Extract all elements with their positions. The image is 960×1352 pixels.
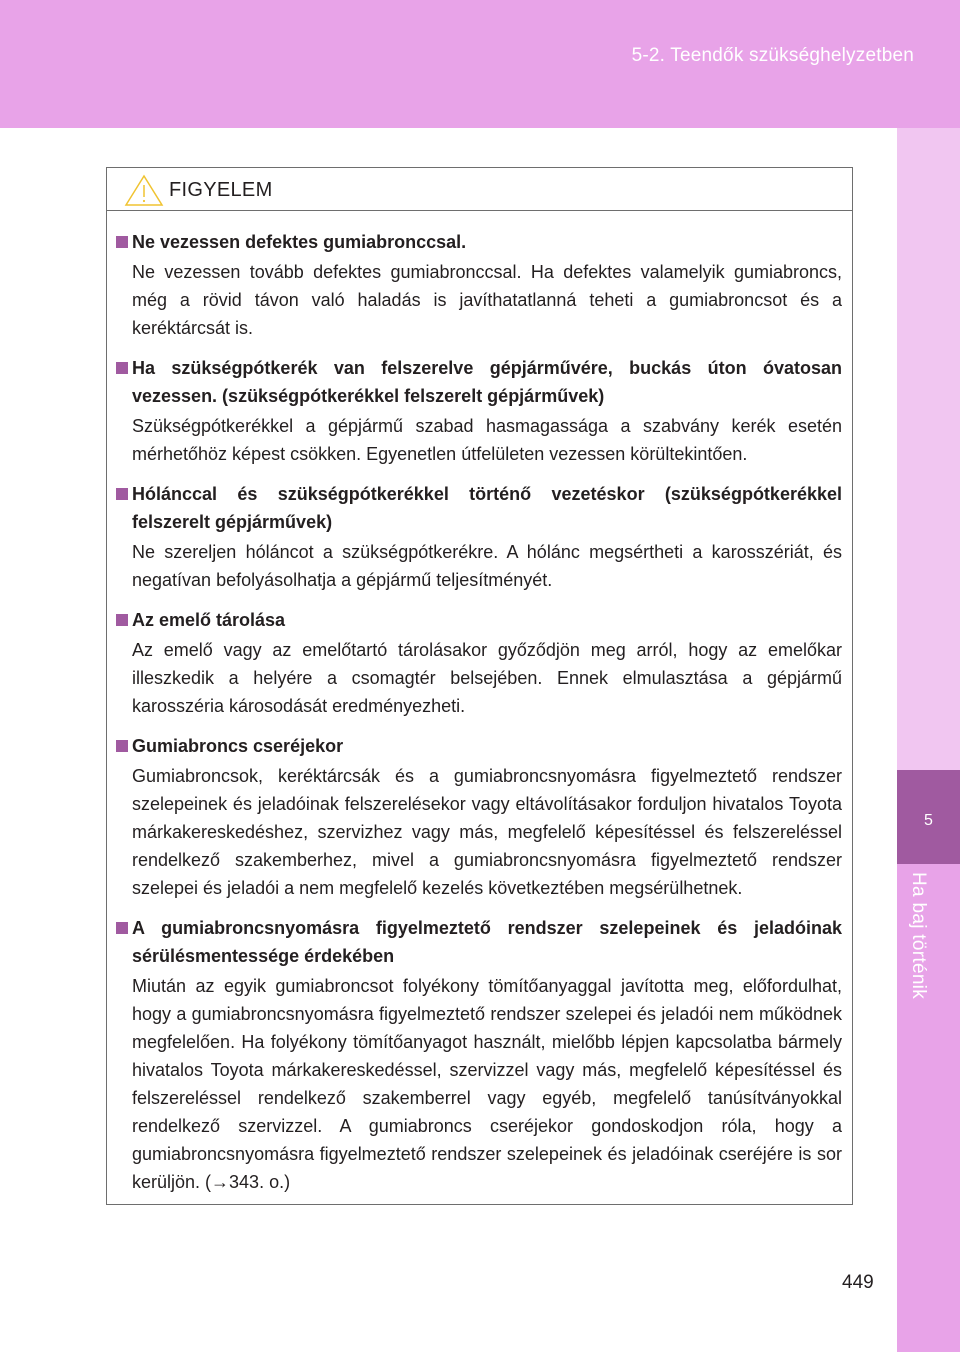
warning-item [116,354,842,468]
warning-body [107,211,852,1196]
section-title: 5-2. Teendők szükséghelyzetben [631,45,914,66]
warning-item-title: Az emelő tárolása [132,610,286,630]
chapter-number-tab[interactable]: 5 [897,770,960,864]
warning-item [116,606,842,720]
warning-item-heading [116,606,842,634]
warning-header [107,168,852,211]
warning-box [106,167,853,1205]
side-tab-background [897,128,960,770]
warning-item-heading [116,914,842,970]
chapter-label: Ha baj történik [908,872,929,1000]
page-number: 449 [842,1272,874,1293]
warning-item-heading [116,354,842,410]
warning-item [116,732,842,902]
warning-item-text: Ne szereljen hóláncot a szükségpótkerékre. A hólánc megsértheti a karosszériát, és negatívan befolyásolhatja a gépjármű teljesítményét. [132,542,842,590]
warning-item-text: Miután az egyik gumiabroncsot folyékony tömítőanyaggal javította meg, előfordulhat, hogy a gumiabroncsnyomásra figyelmeztető rendszer szelepei és jeladói nem működnek megfelelően. Ha folyékony tömítőanyagot használt, mielőbb lépjen kapcsolatba bármely hivatalos Toyota márkakereskedéssel, szervizzel vagy más, megfelelő képesítéssel és felszereléssel rendelkező szakemberrel vagy egyéb, megfelelő tanúsítványokkal rendelkező szervizzel. A gumiabroncs cseréjekor gondoskodjon róla, hogy a gumiabroncsnyomásra figyelmeztető rendszer szelepeinek és jeladóinak cseréjére is sor kerüljön. (→343. o.) [132,976,842,1192]
warning-item-title: Hólánccal és szükségpótkerékkel történő vezetéskor (szükségpótkerékkel felszerelt gépjárművek) [132,484,842,532]
warning-title: FIGYELEM [169,179,273,201]
header-band [0,0,960,128]
square-bullet-icon [116,488,128,500]
warning-item [116,228,842,342]
warning-item-text: Ne vezessen tovább defektes gumiabronccsal. Ha defektes valamelyik gumiabroncs, még a rövid távon való haladás is javíthatatlanná teheti a gumiabroncsot és a keréktárcsát is. [132,262,842,338]
warning-item [116,914,842,1196]
warning-triangle-icon [124,174,164,207]
square-bullet-icon [116,614,128,626]
warning-item-title: Ne vezessen defektes gumiabronccsal. [132,232,467,252]
square-bullet-icon [116,236,128,248]
warning-item-title: A gumiabroncsnyomásra figyelmeztető rendszer szelepeinek és jeladóinak sérülésmentessége érdekében [132,918,842,966]
warning-item-text: Szükségpótkerékkel a gépjármű szabad hasmagassága a szabvány kerék esetén mérhetőhöz képest csökken. Egyenetlen útfelületen vezessen körültekintően. [132,416,842,464]
warning-item-heading [116,480,842,536]
warning-item [116,480,842,594]
warning-item-title: Gumiabroncs cseréjekor [132,736,344,756]
warning-item-heading [116,228,842,256]
square-bullet-icon [116,362,128,374]
square-bullet-icon [116,740,128,752]
warning-item-heading [116,732,842,760]
warning-item-title: Ha szükségpótkerék van felszerelve gépjárművére, buckás úton óvatosan vezessen. (szükségpótkerékkel felszerelt gépjárművek) [132,358,842,406]
square-bullet-icon [116,922,128,934]
warning-item-text: Az emelő vagy az emelőtartó tárolásakor győződjön meg arról, hogy az emelőkar illeszkedik a helyére a csomagtér belsejében. Ennek elmulasztása a gépjármű karosszéria károsodását eredményezheti. [132,640,842,716]
warning-item-text: Gumiabroncsok, keréktárcsák és a gumiabroncsnyomásra figyelmeztető rendszer szelepeinek és jeladóinak felszerelésekor vagy eltávolításakor forduljon hivatalos Toyota márkakereskedéshez, szervizhez vagy más, megfelelő képesítéssel és felszereléssel rendelkező szakemberhez, mivel a gumiabroncsnyomásra figyelmeztető rendszer szelepei és jeladói a nem megfelelő kezelés következtében megsérülhetnek. [132,766,842,898]
